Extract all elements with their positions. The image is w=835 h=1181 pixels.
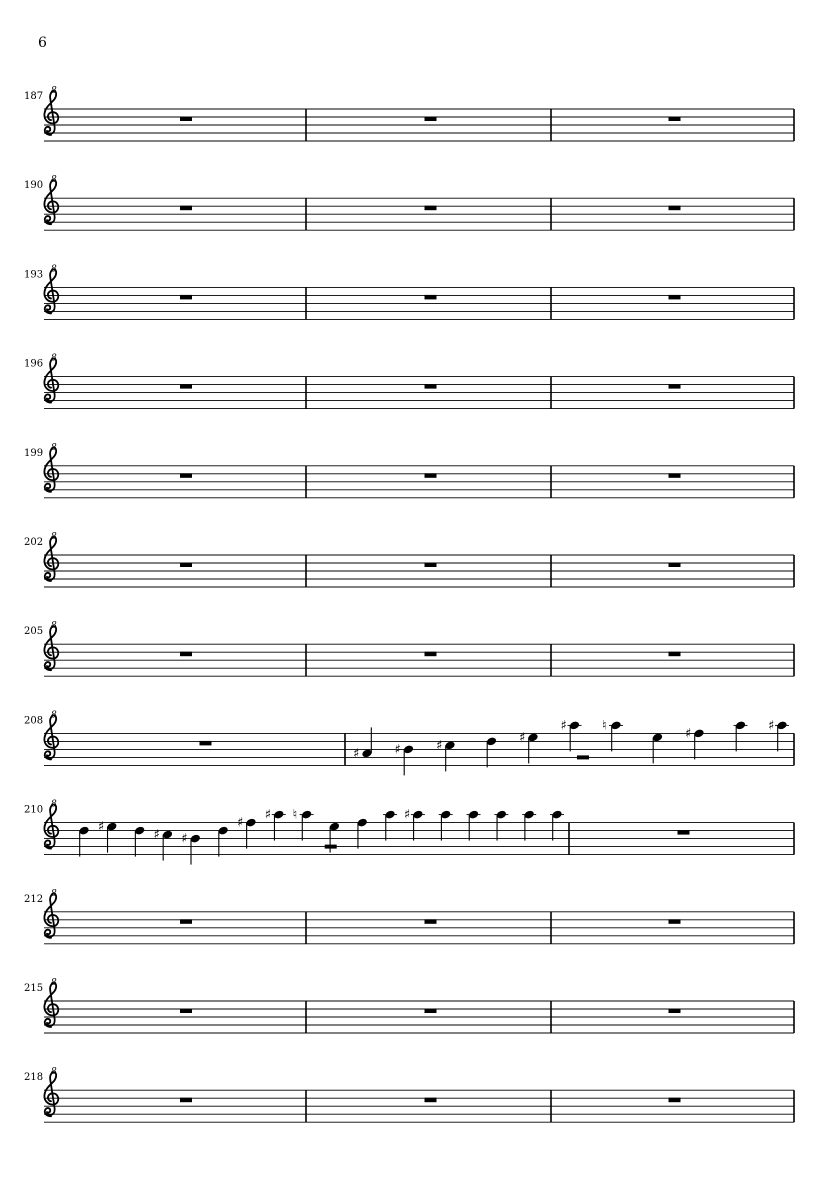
whole-rest	[669, 295, 681, 300]
treble-clef-icon	[44, 448, 58, 492]
sharp-icon: ♯	[403, 807, 411, 823]
staff-systems	[24, 86, 794, 1122]
page-number: 6	[38, 35, 47, 51]
whole-rest	[669, 1098, 681, 1103]
treble-clef-icon	[44, 537, 58, 581]
staff-system	[24, 621, 794, 676]
whole-rest	[669, 563, 681, 568]
measure-number: 202	[24, 537, 44, 548]
measure-number: 205	[24, 626, 44, 638]
measure-number: 208	[24, 715, 44, 727]
measure-number: 215	[24, 983, 44, 994]
natural-icon: ♮	[602, 718, 607, 734]
measure-number: 212	[24, 893, 44, 905]
treble-clef-icon	[44, 894, 58, 938]
whole-rest	[425, 919, 437, 924]
whole-rest	[669, 206, 681, 211]
sharp-icon: ♯	[264, 807, 272, 823]
sharp-icon: ♯	[353, 746, 360, 762]
sharp-icon: ♯	[519, 730, 526, 746]
treble-clef-icon	[44, 626, 58, 670]
whole-rest	[425, 117, 437, 122]
whole-rest	[425, 295, 437, 300]
whole-rest	[669, 919, 681, 924]
whole-rest	[180, 652, 192, 657]
whole-rest	[180, 384, 192, 389]
voice-rest	[577, 755, 589, 759]
whole-rest	[678, 830, 690, 835]
voice-rest	[325, 845, 337, 849]
whole-rest	[425, 384, 437, 389]
treble-clef-icon	[44, 715, 58, 759]
measure-number: 210	[24, 804, 44, 816]
treble-clef-icon	[44, 1072, 58, 1116]
measure-number: 193	[24, 269, 44, 281]
staff-system	[24, 86, 794, 141]
whole-rest	[180, 919, 192, 924]
whole-rest	[425, 652, 437, 657]
measure-number: 199	[24, 447, 44, 459]
whole-rest	[180, 1009, 192, 1014]
treble-clef-icon	[44, 269, 58, 313]
treble-clef-icon	[44, 983, 58, 1027]
whole-rest	[669, 473, 681, 478]
sharp-icon: ♯	[685, 726, 692, 742]
whole-rest	[669, 117, 681, 122]
whole-rest	[180, 295, 192, 300]
whole-rest	[180, 563, 192, 568]
sharp-icon: ♯	[97, 819, 105, 835]
whole-rest	[425, 563, 437, 568]
whole-rest	[425, 1098, 437, 1103]
staff-system	[24, 264, 794, 319]
measure-number: 218	[24, 1072, 44, 1084]
sharp-icon: ♯	[153, 827, 160, 843]
whole-rest	[200, 741, 212, 746]
treble-clef-icon	[44, 91, 58, 135]
whole-rest	[669, 652, 681, 657]
measure-number: 190	[24, 180, 44, 192]
staff-system	[24, 354, 794, 409]
staff-system	[24, 710, 794, 775]
measure-number: 187	[24, 91, 44, 102]
staff-system	[24, 889, 794, 944]
staff-system	[24, 175, 794, 230]
whole-rest	[669, 1009, 681, 1014]
staff-system	[24, 532, 794, 587]
sharp-icon: ♯	[768, 718, 775, 734]
staff-system	[24, 800, 794, 865]
staff-system	[24, 443, 794, 498]
natural-icon: ♮	[292, 807, 298, 823]
whole-rest	[180, 117, 192, 122]
treble-clef-icon	[44, 180, 58, 224]
sharp-icon: ♯	[436, 738, 443, 754]
sharp-icon: ♯	[236, 815, 244, 831]
measure-number: 196	[24, 358, 44, 370]
staff-system	[24, 1067, 794, 1122]
sharp-icon: ♯	[181, 831, 188, 847]
whole-rest	[425, 473, 437, 478]
whole-rest	[425, 206, 437, 211]
whole-rest	[669, 384, 681, 389]
treble-clef-icon	[44, 805, 58, 849]
whole-rest	[180, 206, 192, 211]
staff-system	[24, 978, 794, 1033]
treble-clef-icon	[44, 359, 58, 403]
sharp-icon: ♯	[394, 742, 401, 758]
whole-rest	[425, 1009, 437, 1014]
sharp-icon: ♯	[560, 718, 567, 734]
whole-rest	[180, 473, 192, 478]
whole-rest	[180, 1098, 192, 1103]
